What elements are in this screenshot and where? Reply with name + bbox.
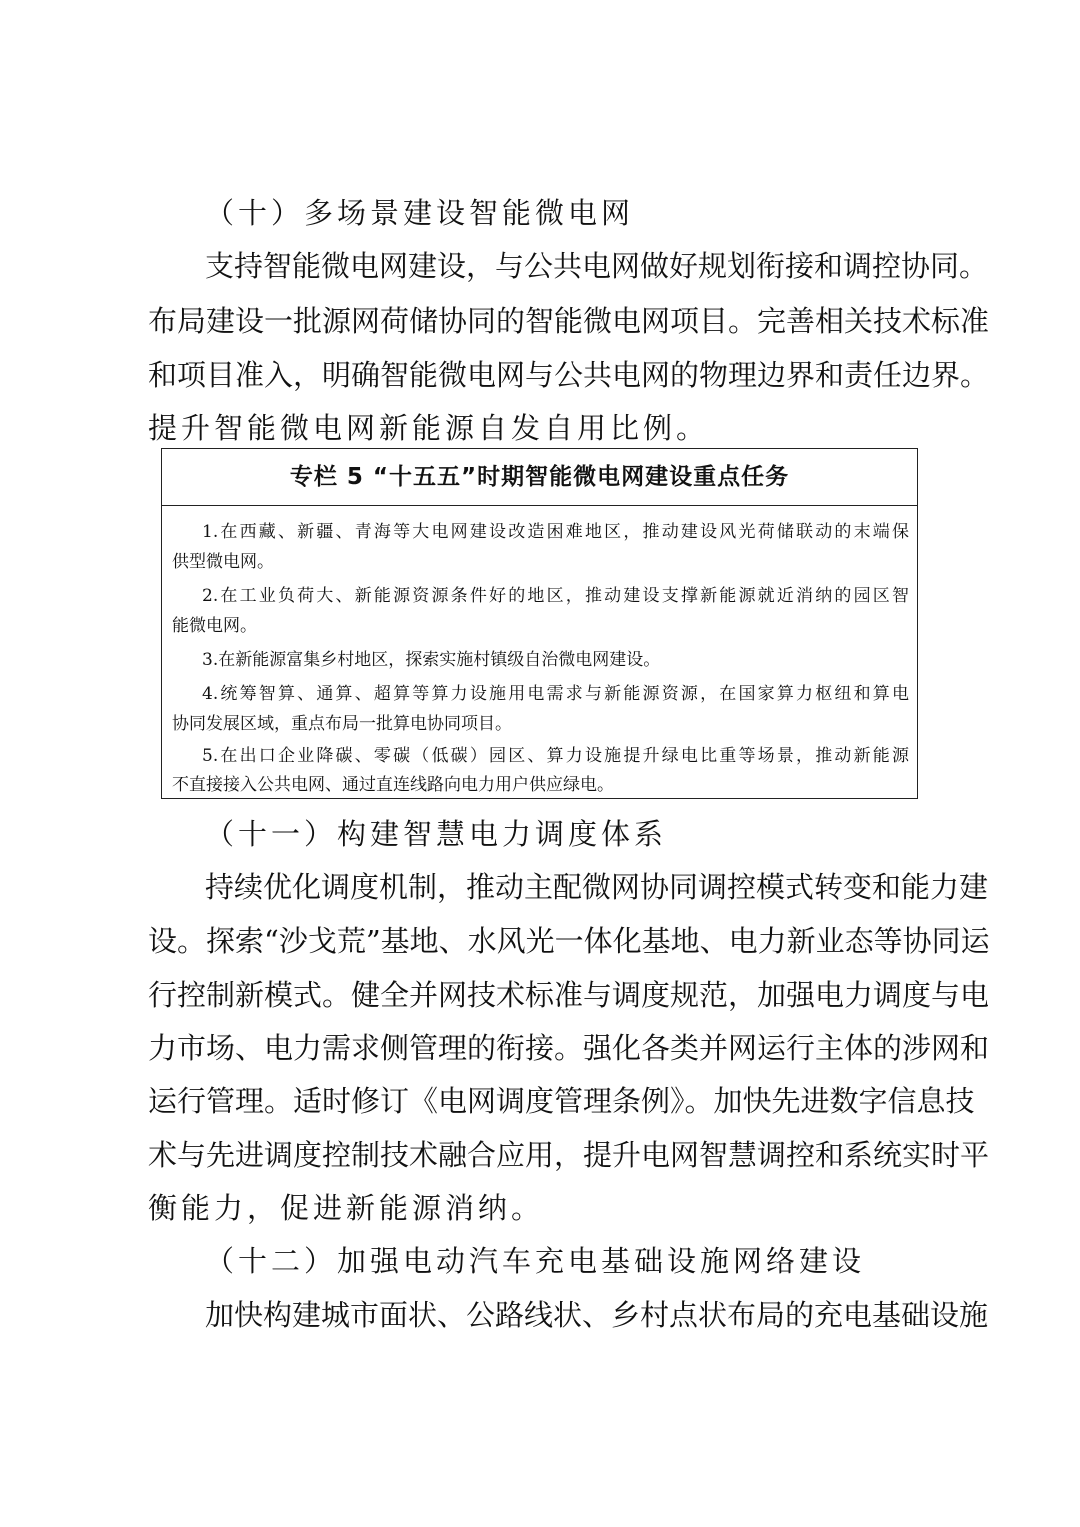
paragraph-line: 和项目准入，明确智能微电网与公共电网的物理边界和责任边界。 [148, 358, 990, 392]
paragraph-line: 提升智能微电网新能源自发自用比例。 [148, 411, 710, 445]
box-item-line: 1.在西藏、新疆、青海等大电网建设改造困难地区，推动建设风光荷储联动的末端保 [202, 522, 909, 542]
box-item-line: 不直接接入公共电网、通过直连线路向电力用户供应绿电。 [172, 775, 614, 795]
paragraph-line: 设。探索“沙戈荒”基地、水风光一体化基地、电力新业态等协同运 [148, 924, 990, 958]
box-item-line: 3.在新能源富集乡村地区，探索实施村镇级自治微电网建设。 [202, 650, 661, 670]
box-item-line: 4.统筹智算、通算、超算等算力设施用电需求与新能源资源，在国家算力枢纽和算电 [202, 684, 909, 704]
box-item-line: 2.在工业负荷大、新能源资源条件好的地区，推动建设支撑新能源就近消纳的园区智 [202, 586, 909, 606]
paragraph-line: 行控制新模式。健全并网技术标准与调度规范，加强电力调度与电 [148, 978, 990, 1012]
paragraph-line: 运行管理。适时修订《电网调度管理条例》。加快先进数字信息技 [148, 1084, 975, 1118]
paragraph-line: 衡能力，促进新能源消纳。 [148, 1191, 545, 1225]
paragraph-line: 持续优化调度机制，推动主配微网协同调控模式转变和能力建 [205, 870, 989, 904]
special-column-box [161, 448, 918, 799]
section-heading-10: （十）多场景建设智能微电网 [205, 196, 635, 230]
box-item-line: 能微电网。 [172, 616, 257, 636]
paragraph-line: 加快构建城市面状、公路线状、乡村点状布局的充电基础设施 [205, 1298, 989, 1332]
box-item-line: 供型微电网。 [172, 552, 274, 572]
section-heading-12: （十二）加强电动汽车充电基础设施网络建设 [205, 1244, 866, 1278]
section-heading-11: （十一）构建智慧电力调度体系 [205, 817, 668, 851]
box-item-line: 协同发展区域，重点布局一批算电协同项目。 [172, 714, 512, 734]
paragraph-line: 布局建设一批源网荷储协同的智能微电网项目。完善相关技术标准 [148, 304, 990, 338]
box-item-line: 5.在出口企业降碳、零碳（低碳）园区、算力设施提升绿电比重等场景，推动新能源 [202, 746, 909, 766]
paragraph-line: 支持智能微电网建设，与公共电网做好规划衔接和调控协同。 [205, 249, 989, 283]
paragraph-line: 术与先进调度控制技术融合应用，提升电网智慧调控和系统实时平 [148, 1138, 990, 1172]
paragraph-line: 力市场、电力需求侧管理的衔接。强化各类并网运行主体的涉网和 [148, 1031, 990, 1065]
special-column-title: 专栏 5 “十五五”时期智能微电网建设重点任务 [162, 449, 917, 506]
